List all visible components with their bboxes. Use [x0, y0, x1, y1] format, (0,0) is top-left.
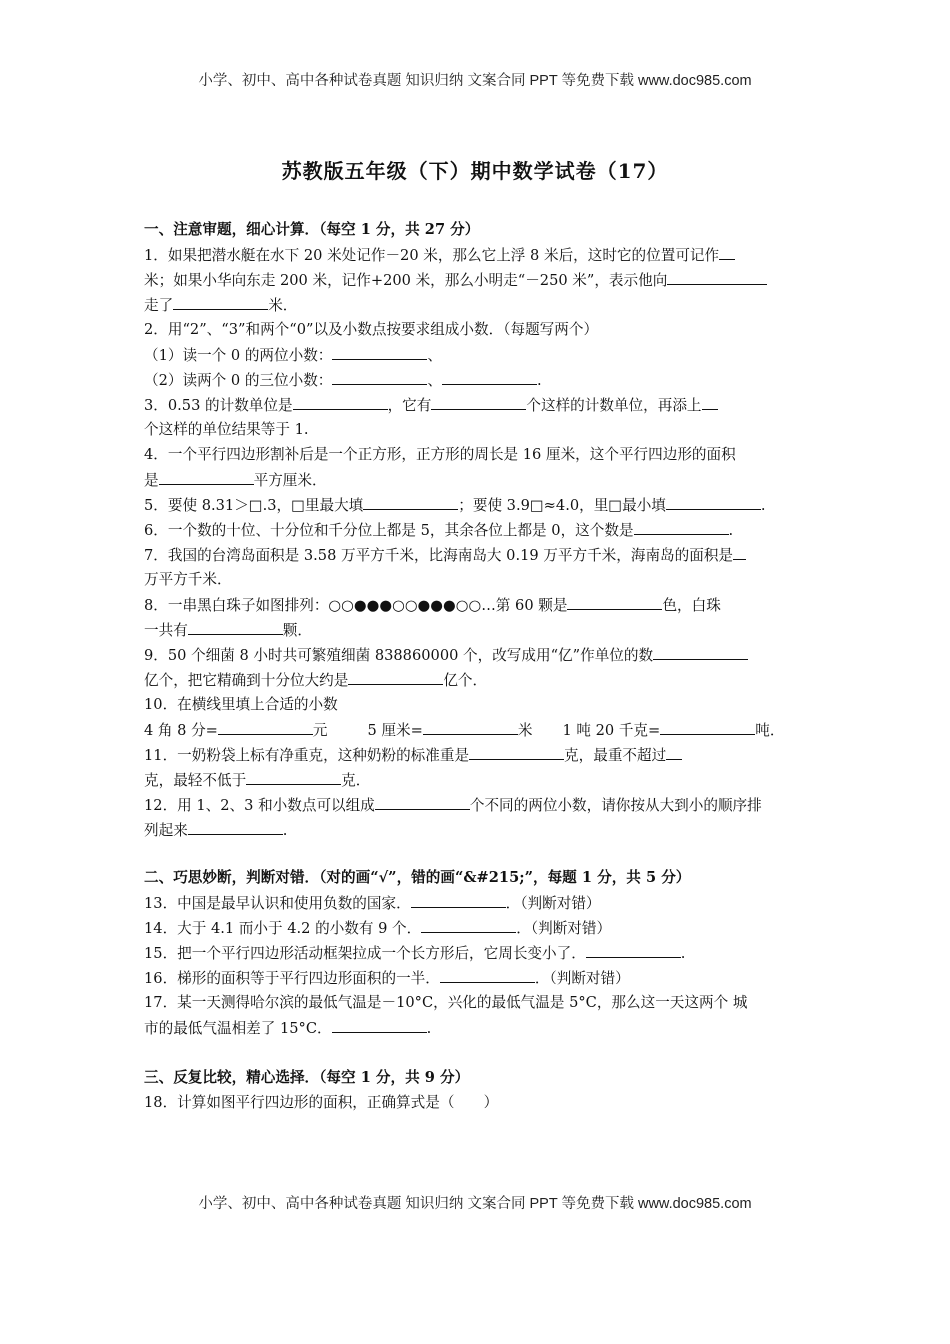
answer-blank[interactable]: [634, 520, 729, 535]
question-1-line-3: 走了 米．: [144, 297, 298, 314]
page-header: 小学、初中、高中各种试卷真题 知识归纳 文案合同 PPT 等免费下载 www.doc985.com: [198, 73, 752, 89]
answer-blank[interactable]: [667, 270, 767, 285]
answer-blank[interactable]: [567, 595, 662, 610]
question-17-line-1: 17．某一天测得哈尔滨的最低气温是－10°C，兴化的最低气温是 5°C，那么这一天这两个 城: [144, 994, 748, 1011]
question-16: 16．梯形的面积等于平行四边形面积的一半． ．（判断对错）: [144, 970, 630, 987]
question-10-blanks: 4 角 8 分= 元 5 厘米= 米 1 吨 20 千克= 吨．: [144, 722, 785, 739]
question-8-line-1: 8．一串黑白珠子如图排列：○○●●●○○●●●○○…第 60 颗是 色，白珠: [144, 597, 721, 614]
question-7-line-2: 万平方千米．: [144, 571, 232, 588]
answer-blank[interactable]: [702, 395, 718, 410]
page-title: 苏教版五年级（下）期中数学试卷（17）: [281, 159, 669, 183]
answer-blank[interactable]: [431, 395, 526, 410]
answer-blank[interactable]: [363, 495, 458, 510]
question-8-line-2: 一共有 颗．: [144, 622, 312, 639]
question-11-line-1: 11．一奶粉袋上标有净重克，这种奶粉的标准重是 克，最重不超过: [144, 745, 682, 766]
answer-blank[interactable]: [442, 370, 537, 385]
question-1-line-2: 米；如果小华向东走 200 米，记作+200 米，那么小明走“－250 米”，表示他向: [144, 270, 767, 291]
answer-blank[interactable]: [332, 1018, 427, 1033]
answer-blank[interactable]: [666, 745, 682, 760]
answer-blank[interactable]: [188, 820, 283, 835]
question-2: 2．用“2”、“3”和两个“0”以及小数点按要求组成小数．（每题写两个）: [144, 321, 599, 338]
page-footer: 小学、初中、高中各种试卷真题 知识归纳 文案合同 PPT 等免费下载 www.doc985.com: [198, 1196, 752, 1212]
answer-blank[interactable]: [375, 795, 470, 810]
question-7-line-1: 7．我国的台湾岛面积是 3.58 万平方千米，比海南岛大 0.19 万平方千米，海南岛的面积是: [144, 545, 746, 566]
question-11-line-2: 克，最轻不低于 克．: [144, 772, 371, 789]
answer-blank[interactable]: [660, 720, 755, 735]
answer-blank[interactable]: [173, 295, 268, 310]
section-3-heading: 三、反复比较，精心选择．（每空 1 分，共 9 分）: [144, 1069, 470, 1086]
question-5: 5．要使 8.31＞□.3，□里最大填 ；要使 3.9□≈4.0，里□最小填 .: [144, 497, 766, 514]
question-3-line-1: 3．0.53 的计数单位是 ，它有 个这样的计数单位，再添上: [144, 395, 718, 416]
answer-blank[interactable]: [332, 345, 427, 360]
answer-blank[interactable]: [246, 770, 341, 785]
question-17-line-2: 市的最低气温相差了 15°C． .: [144, 1020, 432, 1037]
question-9-line-2: 亿个，把它精确到十分位大约是 亿个．: [144, 672, 488, 689]
question-4-line-1: 4．一个平行四边形割补后是一个正方形，正方形的周长是 16 厘米，这个平行四边形的面积: [144, 446, 736, 463]
answer-blank[interactable]: [586, 943, 681, 958]
answer-blank[interactable]: [653, 645, 748, 660]
question-2-part-2: （2）读两个 0 的三位小数： 、 .: [144, 372, 542, 389]
question-6: 6．一个数的十位、十分位和千分位上都是 5，其余各位上都是 0，这个数是 .: [144, 522, 734, 539]
answer-blank[interactable]: [719, 245, 735, 260]
answer-blank[interactable]: [666, 495, 761, 510]
answer-blank[interactable]: [440, 968, 535, 983]
answer-blank[interactable]: [218, 720, 313, 735]
answer-blank[interactable]: [421, 918, 516, 933]
answer-blank[interactable]: [188, 620, 283, 635]
section-2-heading: 二、巧思妙断，判断对错．（对的画“√”，错的画“&#215;”，每题 1 分，共 5 分）: [144, 869, 691, 886]
answer-blank[interactable]: [159, 470, 254, 485]
answer-blank[interactable]: [293, 395, 388, 410]
question-14: 14．大于 4.1 而小于 4.2 的小数有 9 个． ．（判断对错）: [144, 920, 612, 937]
question-1-line-1: 1．如果把潜水艇在水下 20 米处记作－20 米，那么它上浮 8 米后，这时它的位置可记作: [144, 245, 735, 266]
answer-blank[interactable]: [469, 745, 564, 760]
answer-blank[interactable]: [423, 720, 518, 735]
question-9-line-1: 9．50 个细菌 8 小时共可繁殖细菌 838860000 个，改写成用“亿”作单位的数: [144, 645, 748, 666]
question-13: 13．中国是最早认识和使用负数的国家． ．（判断对错）: [144, 895, 601, 912]
question-12-line-1: 12．用 1、2、3 和小数点可以组成 个不同的两位小数，请你按从大到小的顺序排: [144, 797, 762, 814]
answer-blank[interactable]: [411, 893, 506, 908]
question-4-line-2: 是 平方厘米．: [144, 472, 327, 489]
question-18: 18．计算如图平行四边形的面积，正确算式是（ ）: [144, 1094, 499, 1111]
question-15: 15．把一个平行四边形活动框架拉成一个长方形后，它周长变小了． .: [144, 945, 686, 962]
answer-blank[interactable]: [348, 670, 443, 685]
question-10: 10．在横线里填上合适的小数: [144, 696, 338, 713]
answer-blank[interactable]: [733, 545, 746, 560]
question-3-line-2: 个这样的单位结果等于 1.: [144, 421, 309, 438]
question-12-line-2: 列起来 .: [144, 822, 288, 839]
section-1-heading: 一、注意审题，细心计算．（每空 1 分，共 27 分）: [144, 221, 480, 238]
question-2-part-1: （1）读一个 0 的两位小数： 、: [144, 347, 442, 364]
answer-blank[interactable]: [332, 370, 427, 385]
